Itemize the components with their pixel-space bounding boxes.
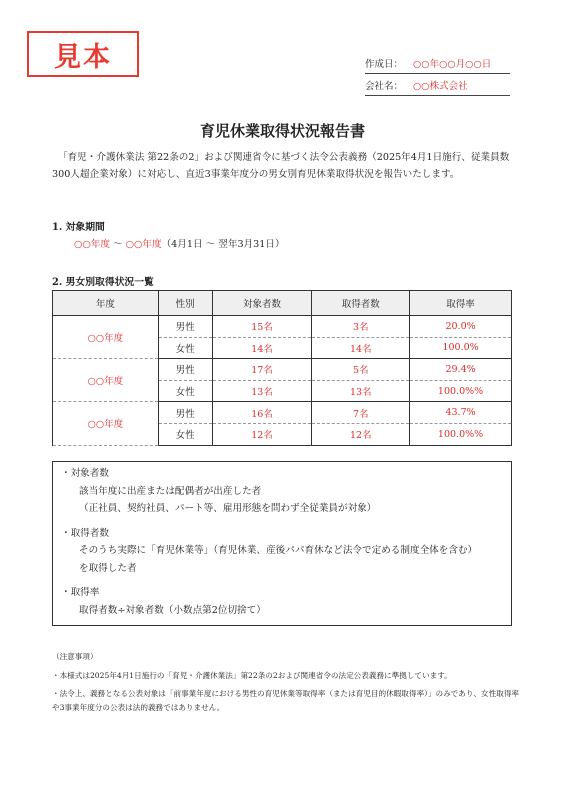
definition-heading-rate: ・取得率 [61,587,100,598]
table-row [53,359,512,381]
table-header-row [53,291,512,316]
gender-cell: 女性 [158,423,212,445]
period-end: ○○年度 [125,239,162,250]
taken-cell: 14名 [312,337,410,359]
definition-heading-taken: ・取得者数 [61,527,109,539]
definition-line: 取得者数÷対象者数（小数点第2位切捨て） [79,604,266,616]
gender-cell: 男性 [158,359,212,381]
taken-cell: 3名 [312,316,410,338]
col-header-rate: 取得率 [410,291,512,316]
intro-paragraph: 「育児・介護休業法 第22条の2」および関連省令に基づく法令公表義務（2025年4月1日施行、従業員数300人超企業対象）に対応し、直近3事業年度分の男女別育児休業取得状況を報告いたします。 [52,152,510,180]
period-start: ○○年度 [74,239,110,250]
taken-cell: 13名 [312,380,410,402]
company-name-row [365,75,510,96]
company-name-value: ○○株式会社 [413,81,468,92]
gender-cell: 男性 [158,316,212,338]
col-header-gender: 性別 [158,291,212,316]
definition-line: （正社員、契約社員、パート等、雇用形態を問わず全従業員が対象） [79,503,377,514]
definition-line: 該当年度に出産または配偶者が出産した者 [79,485,262,497]
definitions-box [52,461,512,626]
created-date-label: 作成日： [365,59,404,70]
table-row [53,316,512,338]
target-cell: 14名 [212,337,312,359]
rate-cell: 100.0%% [410,380,512,402]
footer-heading: （注意事項） [52,652,98,661]
definition-line: そのうち実際に「育児休業等」（育児休業、産後パパ育休など法令で定める制度全体を含む） [79,545,478,556]
target-cell: 12名 [212,423,312,445]
target-cell: 13名 [212,380,312,402]
period-separator: ～ [109,239,126,250]
year-cell: ○○年度 [53,316,159,359]
table-row [53,402,512,424]
taken-cell: 12名 [312,423,410,445]
target-period [74,236,285,250]
definition-heading-target: ・対象者数 [61,468,109,479]
gender-cell: 女性 [158,380,212,402]
year-cell: ○○年度 [53,359,159,402]
target-cell: 16名 [212,402,312,424]
footer-note: ・法令上、義務となる公表対象は「前事業年度における男性の育児休業等取得率（または育児目的休暇取得率）」のみであり、女性取得率や3事業年度分の公表は法的義務ではありません。 [52,689,520,712]
company-name-label: 会社名： [365,81,404,92]
created-date-value: ○○年○○月○○日 [413,59,492,70]
rate-cell: 100.0% [410,337,512,359]
target-cell: 17名 [212,359,312,381]
section-1-heading: 1. 対象期間 [52,222,105,233]
acquisition-table [52,290,512,446]
taken-cell: 5名 [312,359,410,381]
rate-cell: 29.4% [410,359,512,381]
col-header-year: 年度 [53,291,159,316]
col-header-taken: 取得者数 [312,291,410,316]
period-note: （4月1日 ～ 翌年3月31日） [161,239,285,250]
sample-stamp: 見本 [27,31,139,77]
target-cell: 15名 [212,316,312,338]
taken-cell: 7名 [312,402,410,424]
footer-note: ・本様式は2025年4月1日施行の「育児・介護休業法」第22条の2および関連省令の法定公表義務に準拠しています。 [52,670,452,680]
created-date-row [365,53,510,74]
gender-cell: 女性 [158,337,212,359]
year-cell: ○○年度 [53,402,159,445]
footer-notes [52,650,522,714]
section-2-heading: 2. 男女別取得状況一覧 [52,277,154,288]
document-title: 育児休業取得状況報告書 [199,122,365,140]
definition-line: を取得した者 [79,562,137,574]
gender-cell: 男性 [158,402,212,424]
col-header-target: 対象者数 [212,291,312,316]
rate-cell: 43.7% [410,402,512,424]
rate-cell: 20.0% [410,316,512,338]
rate-cell: 100.0%% [410,423,512,445]
